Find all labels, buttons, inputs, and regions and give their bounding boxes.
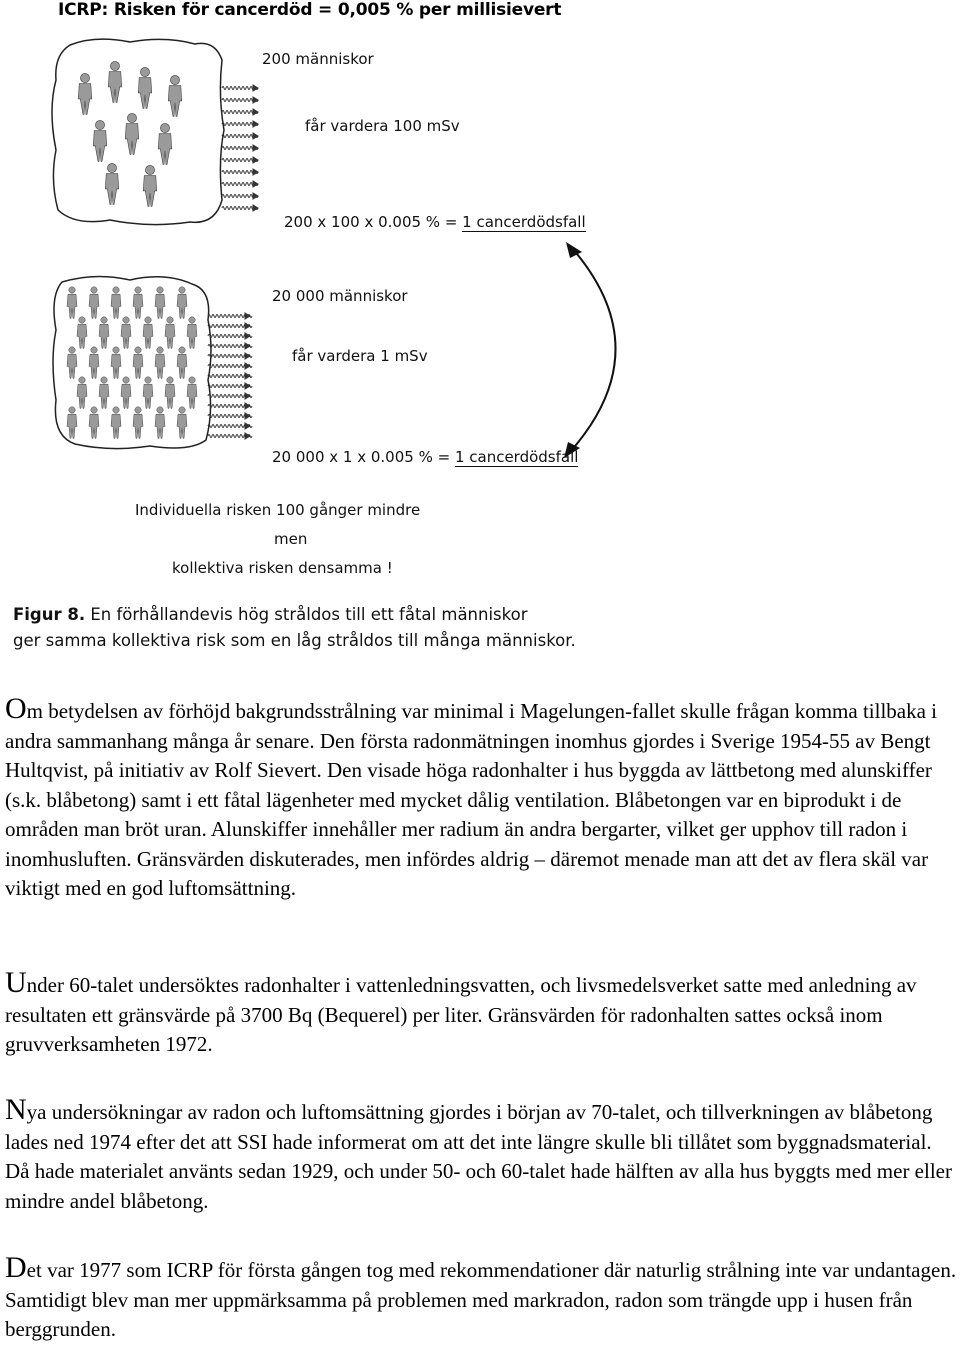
radiation-ray-arrowhead xyxy=(245,423,250,429)
person-icon xyxy=(165,377,175,409)
caption-line-2: ger samma kollektiva risk som en låg stråldos till många människor. xyxy=(13,631,576,650)
person-icon xyxy=(77,317,87,349)
group1-count: 200 människor xyxy=(262,50,374,68)
person-icon xyxy=(121,377,131,409)
paragraph-2 xyxy=(5,968,960,1060)
person-icon xyxy=(133,407,143,439)
radiation-ray-arrowhead xyxy=(253,121,258,127)
person-icon xyxy=(89,347,99,379)
person-icon xyxy=(158,123,172,164)
person-icon xyxy=(168,75,182,116)
radiation-ray-arrowhead xyxy=(245,393,250,399)
figure-caption xyxy=(13,602,576,654)
radiation-ray-arrowhead xyxy=(245,413,250,419)
conclusion-line-1: Individuella risken 100 gånger mindre xyxy=(135,501,421,519)
radiation-ray-arrowhead xyxy=(245,403,250,409)
person-icon xyxy=(155,407,165,439)
radiation-ray-arrowhead xyxy=(253,157,258,163)
paragraph-2-initial: U xyxy=(5,966,27,999)
radiation-ray-arrowhead xyxy=(245,363,250,369)
group2-count: 20 000 människor xyxy=(272,287,408,305)
person-icon xyxy=(105,163,119,204)
person-icon xyxy=(99,317,109,349)
person-icon xyxy=(108,61,122,102)
person-icon xyxy=(89,287,99,319)
paragraph-3-initial: N xyxy=(5,1093,27,1126)
person-icon xyxy=(177,407,187,439)
person-icon xyxy=(138,67,152,108)
person-icon xyxy=(77,377,87,409)
person-icon xyxy=(133,347,143,379)
person-icon xyxy=(125,113,139,154)
person-icon xyxy=(99,377,109,409)
person-icon xyxy=(111,287,121,319)
conclusion-line-3: kollektiva risken densamma ! xyxy=(172,559,393,577)
figure-title: ICRP: Risken för cancerdöd = 0,005 % per millisievert xyxy=(58,0,562,20)
person-icon xyxy=(133,287,143,319)
person-icon xyxy=(165,317,175,349)
paragraph-1-initial: O xyxy=(5,692,27,725)
paragraph-1 xyxy=(5,694,960,904)
radiation-ray-arrowhead xyxy=(245,373,250,379)
person-icon xyxy=(121,317,131,349)
person-icon xyxy=(67,407,77,439)
caption-label: Figur 8. xyxy=(13,605,86,624)
person-icon xyxy=(187,317,197,349)
person-icon xyxy=(143,165,157,206)
radiation-ray-arrowhead xyxy=(253,181,258,187)
person-icon xyxy=(111,407,121,439)
radiation-ray-arrowhead xyxy=(253,193,258,199)
radiation-ray-arrowhead xyxy=(245,333,250,339)
radiation-ray-arrowhead xyxy=(245,353,250,359)
radiation-ray-arrowhead xyxy=(253,109,258,115)
person-icon xyxy=(111,347,121,379)
person-icon xyxy=(155,347,165,379)
paragraph-4-initial: D xyxy=(5,1251,27,1284)
paragraph-3-text: ya undersökningar av radon och luftomsättning gjordes i början av 70-talet, och tillverkningen av blåbetong lades ned 1974 efter det att SSI hade informerat om att det inte längre skulle bli tillåtet som byggnadsmaterial. Då hade materialet använts sedan 1929, och under 50- och 60-talet hade hälften av alla hus byggts med mer eller mindre andel blåbetong. xyxy=(5,1100,952,1213)
person-icon xyxy=(187,377,197,409)
arrow-head-top xyxy=(566,242,582,258)
paragraph-1-text: m betydelsen av förhöjd bakgrundsstrålning var minimal i Magelungen-fallet skulle frågan komma tillbaka i andra sammanhang många år senare. Den första radonmätningen inomhus gjordes i Sverige 1954-55 av Bengt Hultqvist, på initiativ av Rolf Sievert. Den visade höga radonhalter i hus byggda av lättbetong med alunskiffer (s.k. blåbetong) samt i ett fåtal lägenheter med mycket dålig ventilation. Blåbetongen var en biprodukt i de områden man bröt uran. Alunskiffer innehåller mer radium än andra bergarter, vilket ger upphov till radon i inomhusluften. Gränsvärden diskuterades, men infördes aldrig – däremot menade man att det av flera skäl var viktigt med en god luftomsättning. xyxy=(5,699,938,900)
equivalence-arrow xyxy=(570,248,616,452)
person-icon xyxy=(78,73,92,114)
radiation-ray-arrowhead xyxy=(253,85,258,91)
paragraph-2-text: nder 60-talet undersöktes radonhalter i vattenledningsvatten, och livsmedelsverket satte med anledning av resultaten ett gränsvärde på 3700 Bq (Bequerel) per liter. Gränsvärden för radonhalten sattes också inom gruvverksamheten 1972. xyxy=(5,973,917,1056)
person-icon xyxy=(89,407,99,439)
radiation-ray-arrowhead xyxy=(245,433,250,439)
group2-dose: får vardera 1 mSv xyxy=(292,347,428,365)
group1-radiation-rays xyxy=(222,85,258,211)
person-icon xyxy=(155,287,165,319)
figure-8 xyxy=(0,0,960,665)
group2-radiation-rays xyxy=(208,313,252,439)
group1-people xyxy=(78,61,182,206)
group1-dose: får vardera 100 mSv xyxy=(305,117,460,135)
group1-result: 1 cancerdödsfall xyxy=(462,213,586,231)
conclusion-line-2: men xyxy=(274,530,308,548)
radiation-ray-arrowhead xyxy=(253,145,258,151)
radiation-ray-arrowhead xyxy=(253,133,258,139)
radiation-ray-arrowhead xyxy=(253,205,258,211)
radiation-ray-arrowhead xyxy=(245,383,250,389)
paragraph-3 xyxy=(5,1095,960,1216)
person-icon xyxy=(67,287,77,319)
caption-line-1: En förhållandevis hög stråldos till ett fåtal människor xyxy=(85,605,528,624)
radiation-ray-arrowhead xyxy=(253,169,258,175)
person-icon xyxy=(93,120,107,161)
person-icon xyxy=(143,317,153,349)
group2-formula: 20 000 x 1 x 0.005 % = 1 cancerdödsfall xyxy=(272,448,579,466)
radiation-ray-arrowhead xyxy=(245,343,250,349)
person-icon xyxy=(177,347,187,379)
person-icon xyxy=(177,287,187,319)
paragraph-4 xyxy=(5,1253,960,1345)
radiation-ray-arrowhead xyxy=(253,97,258,103)
radiation-ray-arrowhead xyxy=(245,323,250,329)
radiation-ray-arrowhead xyxy=(245,313,250,319)
group2-people xyxy=(67,287,197,439)
person-icon xyxy=(143,377,153,409)
person-icon xyxy=(67,347,77,379)
paragraph-4-text: et var 1977 som ICRP för första gången tog med rekommendationer där naturlig strålning inte var undantagen. Samtidigt blev man mer uppmärksamma på problemen med markradon, radon som trängde upp i husen från berggrunden. xyxy=(5,1258,957,1341)
group1-formula: 200 x 100 x 0.005 % = 1 cancerdödsfall xyxy=(284,213,586,231)
group2-result: 1 cancerdödsfall xyxy=(454,448,579,466)
